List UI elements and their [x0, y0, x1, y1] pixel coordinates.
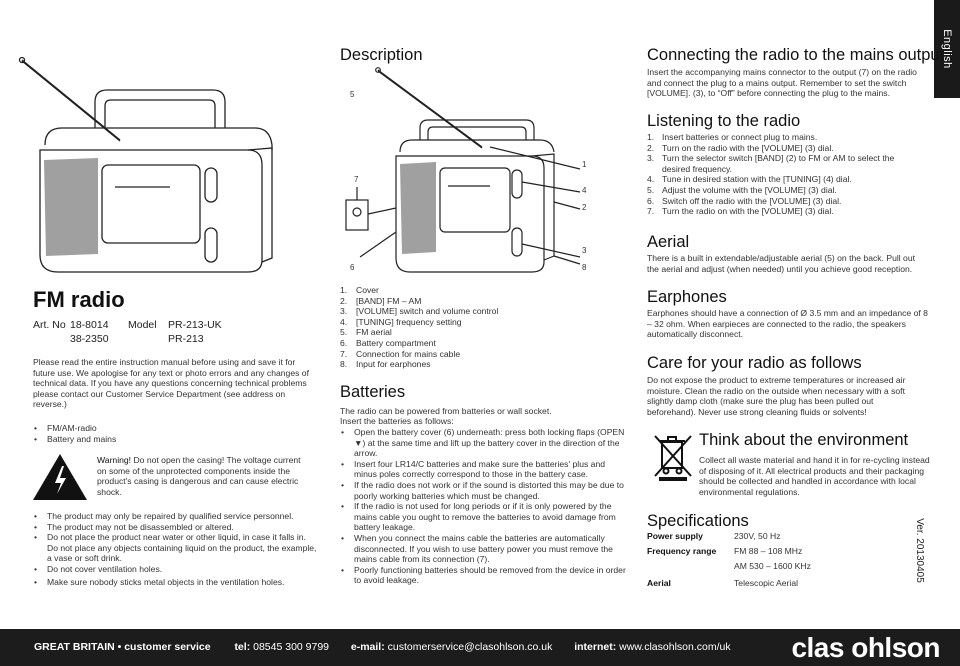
- list-item: 5. FM aerial: [340, 327, 392, 338]
- safety-list: [33, 511, 317, 587]
- warning-icon: [31, 452, 89, 502]
- aerial-title: Aerial: [647, 233, 690, 251]
- spec-row: Frequency range FM 88 – 108 MHz: [647, 546, 803, 556]
- list-item: 7. Connection for mains cable: [340, 348, 461, 359]
- footer-country: GREAT BRITAIN • customer service: [34, 641, 211, 653]
- list-item: • If the radio does not work or if the sound is distorted this may be due to poorly working batteries which must be changed.: [341, 479, 624, 501]
- specifications-title: Specifications: [647, 512, 749, 530]
- callout-7: 7: [354, 175, 359, 184]
- weee-bin-icon: [651, 432, 695, 482]
- earphones-title: Earphones: [647, 288, 727, 306]
- product-title: FM radio: [33, 287, 125, 312]
- specifications-table: [647, 529, 887, 591]
- footer-tel-label: tel:: [234, 641, 251, 653]
- batteries-intro-2: Insert the batteries as follows:: [340, 416, 454, 426]
- footer-email[interactable]: customerservice@clasohlson.co.uk: [387, 641, 553, 653]
- list-item: • If the radio is not used for long periods or if it is only powered by the mains cable you ought to remove the batteries to avoid damage from battery leakage.: [341, 501, 616, 533]
- aerial-text: There is a built in extendable/adjustable aerial (5) on the back. Pull out the aerial and adjust (when needed) until you achieve good reception.: [647, 253, 916, 274]
- list-item: • Do not cover ventilation holes.: [34, 563, 163, 574]
- version-label: Ver. 20130405: [914, 518, 926, 583]
- warning-bold: Warning!: [97, 455, 132, 465]
- list-item: 7. Turn the radio on with the [VOLUME] (3) dial.: [647, 206, 834, 217]
- list-item: 1. Cover: [340, 285, 379, 295]
- intro-text: Please read the entire instruction manual before using and save it for future use. We apologise for any text or photo errors and any changes of technical data. If you have any questions concerning technical problems please contact our Customer Service Department (see address on reverse.): [33, 357, 309, 410]
- spec-row: Power supply 230V, 50 Hz: [647, 531, 781, 541]
- art-no-2: 38-2350: [70, 333, 109, 345]
- language-label: English: [941, 29, 953, 69]
- brand-logo: clas ohlson: [791, 632, 940, 663]
- spec-row: AM 530 – 1600 KHz: [734, 561, 811, 571]
- mains-text: Insert the accompanying mains connector to the output (7) on the radio and connect the plug to a mains output. Remember to set the switch [VOLUME]. (3), to “Off” before connecting the plug to the mains.: [647, 67, 917, 99]
- list-item: 3. [VOLUME] switch and volume control: [340, 306, 499, 317]
- model-2: PR-213: [168, 333, 204, 345]
- callout-4: 4: [582, 186, 587, 195]
- list-item: • Do not place the product near water or other liquid, in case it falls in. Do not place any objects containing liquid on the product, the example, a vase or soft drink.: [34, 532, 317, 564]
- footer-email-label: e-mail:: [350, 641, 385, 653]
- warning-text: [97, 455, 311, 497]
- footer-tel: 08545 300 9799: [253, 641, 330, 653]
- care-title: Care for your radio as follows: [647, 354, 862, 372]
- art-no-label: Art. No: [33, 319, 66, 331]
- list-item: • FM/AM-radio: [34, 423, 97, 433]
- parts-list: [340, 285, 630, 370]
- list-item: • Poorly functioning batteries should be removed from the device in order to avoid leakage.: [341, 564, 626, 586]
- callout-5: 5: [350, 90, 355, 99]
- warning-body: Do not open the casing! The voltage current on some of the unprotected components inside the product's casing is dangerous and can cause electric shock.: [97, 455, 301, 497]
- footer-contact: [34, 641, 731, 653]
- list-item: 5. Adjust the volume with the [VOLUME] (3) dial.: [647, 184, 837, 195]
- care-text: Do not expose the product to extreme temperatures or increased air moisture. Clean the radio on the outside when necessary with a soft slightly damp cloth (make sure the plug has been pulled out beforehand). Never use strong cleaning fluids or solvents!: [647, 375, 906, 417]
- spec-row: Aerial Telescopic Aerial: [647, 578, 799, 588]
- environment-title: Think about the environment: [699, 431, 909, 449]
- art-no-1: 18-8014: [70, 319, 109, 331]
- callout-2: 2: [582, 203, 587, 212]
- footer-internet-label: internet:: [574, 641, 617, 653]
- description-title: Description: [340, 46, 423, 64]
- list-item: • The product may only be repaired by qualified service personnel.: [34, 511, 294, 521]
- listening-title: Listening to the radio: [647, 112, 801, 130]
- list-item: • Insert four LR14/C batteries and make sure the batteries' plus and minus poles correctly correspond to those in the battery case.: [341, 458, 605, 480]
- list-item: • Open the battery cover (6) underneath: press both locking flaps (OPEN ▼) at the same time and lift up the battery cover in the direction of the arrow.: [341, 427, 625, 459]
- callout-1: 1: [582, 160, 587, 169]
- list-item: 3. Turn the selector switch [BAND] (2) to FM or AM to select the desired frequency.: [647, 153, 895, 174]
- list-item: • When you connect the mains cable the batteries are automatically disconnected. If you wish to use battery power you must remove the mains cable from its connection (7).: [341, 532, 613, 565]
- footer: [0, 629, 960, 666]
- model-label: Model: [128, 319, 157, 331]
- batteries-intro-1: The radio can be powered from batteries or wall socket.: [340, 406, 552, 416]
- list-item: 8. Input for earphones: [340, 359, 431, 370]
- list-item: 4. Tune in desired station with the [TUNING] (4) dial.: [647, 174, 852, 185]
- article-info: [33, 318, 222, 346]
- earphones-text: Earphones should have a connection of Ø 3.5 mm and an impedance of 8 – 32 ohm. When earpieces are connected to the radio, the speakers automatically disconnect.: [647, 308, 928, 340]
- batteries-list: [340, 427, 628, 586]
- list-item: 2. Turn on the radio with the [VOLUME] (3) dial.: [647, 142, 834, 153]
- list-item: 1. Insert batteries or connect plug to mains.: [647, 132, 818, 142]
- model-1: PR-213-UK: [168, 319, 222, 331]
- callout-8: 8: [582, 263, 587, 272]
- batteries-title: Batteries: [340, 383, 406, 401]
- list-item: • Make sure nobody sticks metal objects in the ventilation holes.: [34, 576, 285, 587]
- footer-internet[interactable]: www.clasohlson.com/uk: [619, 641, 731, 653]
- environment-text: Collect all waste material and hand it in for re-cycling instead of disposing of it. All electrical products and their packaging should be collected and handled in accordance with local environmental regulations.: [699, 455, 930, 497]
- mains-title: Connecting the radio to the mains output: [647, 46, 945, 64]
- contents-list: [33, 423, 313, 444]
- list-item: • Battery and mains: [34, 433, 117, 444]
- radio-diagram: [340, 52, 630, 282]
- list-item: 6. Switch off the radio with the [VOLUME] (3) dial.: [647, 195, 842, 206]
- listening-steps: [647, 132, 929, 217]
- callout-6: 6: [350, 263, 355, 272]
- list-item: • The product may not be disassembled or altered.: [34, 521, 234, 532]
- radio-illustration: [0, 0, 320, 280]
- list-item: 6. Battery compartment: [340, 337, 436, 348]
- callout-3: 3: [582, 246, 587, 255]
- list-item: 4. [TUNING] frequency setting: [340, 316, 462, 327]
- list-item: 2. [BAND] FM – AM: [340, 295, 422, 306]
